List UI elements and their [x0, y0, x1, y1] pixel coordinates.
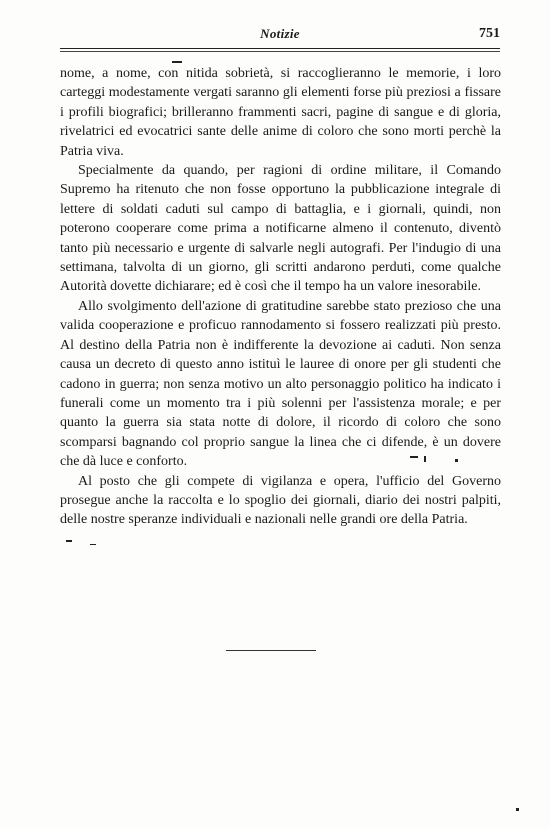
ink-speck — [455, 459, 458, 462]
paragraph: Al posto che gli compete di vigilanza e opera, l'ufficio del Governo prosegue anche la raccolta e lo spoglio dei giornali, diario dei nostri palpiti, delle nostre speranze individuali e nazionali nelle grandi ore della Patria. — [60, 473, 501, 528]
ink-speck — [410, 456, 418, 458]
paragraph: Allo svolgimento dell'azione di gratitudine sarebbe stato prezioso che una valida cooperazione e proficuo rannodamento si fossero realizzati più presto. Al destino della Patria non è indifferente la devozione ai caduti. Non senza causa un decreto di questo anno istituì le lauree di onore per gli studenti che cadono in guerra; non senza motivo un alto personaggio politico ha indicato i funerali come un momento tra i più solenni per l'assistenza morale; e per quanto la guerra sia stata notte di dolore, il ricordo di coloro che sono scomparsi bagnando col proprio sangue la linea che ci difende, è un dovere che dà luce e conforto. — [60, 298, 501, 470]
header-rule-thin — [60, 51, 500, 52]
ink-speck — [424, 456, 426, 462]
ink-speck — [66, 540, 72, 542]
section-end-rule — [226, 650, 316, 651]
ink-speck — [516, 808, 519, 811]
body-text — [60, 64, 501, 530]
running-head-title: Notizie — [260, 26, 300, 41]
ink-speck — [90, 544, 96, 545]
paragraph: Specialmente da quando, per ragioni di ordine militare, il Comando Supremo ha ritenuto che non fosse opportuno la pubblicazione integrale di lettere di soldati caduti sul campo di battaglia, e i giornali, quindi, non poterono cooperare come prima a notificarne almeno il contenuto, diventò tanto più necessario e urgente di salvarle negli autografi. Per l'indugio di una settimana, talvolta di un giorno, gli scritti andarono perduti, come qualche Autorità dovette dichiarare; ed è così che il tempo ha un valore inesorabile. — [60, 163, 501, 295]
page-number: 751 — [479, 26, 500, 41]
paragraph-continuation: nome, a nome, con nitida sobrietà, si raccoglieranno le memorie, i loro carteggi modestamente vergati saranno gli elementi forse più preziosi a fissare i profili biografici; brilleranno frammenti sacri, pagine di sangue e di gloria, rivelatrici ed evocatrici sante delle anime di coloro che sono morti perchè la Patria viva. — [60, 66, 501, 159]
header-rule — [60, 48, 500, 49]
ink-speck — [172, 61, 182, 63]
running-head — [60, 26, 500, 44]
